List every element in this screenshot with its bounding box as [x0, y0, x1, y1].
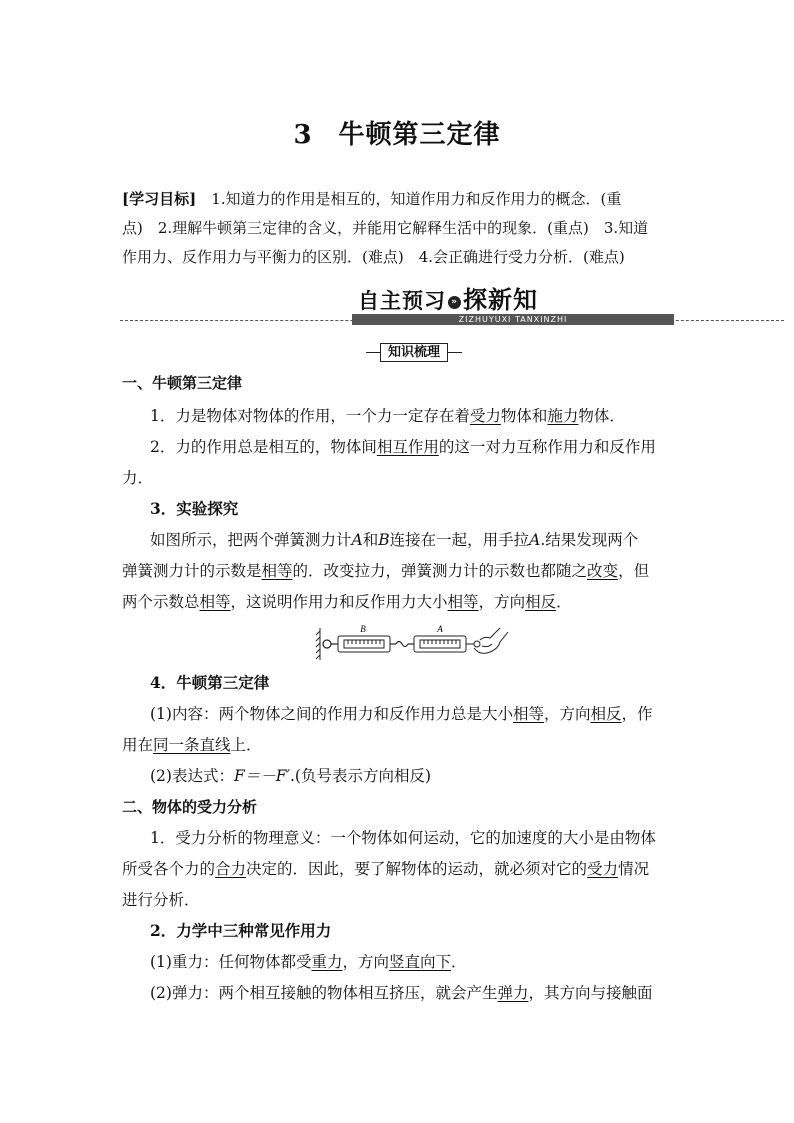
s1-p1-a: 1．力是物体对物体的作用，一个力一定存在着 [150, 407, 470, 425]
s1-p4-content1 [150, 703, 674, 725]
s1-p3-l2c: ，但 [618, 562, 650, 580]
spring-scale-b [338, 636, 390, 652]
s1-p3-line3 [122, 591, 674, 613]
s1-p3-u3: 相等 [199, 593, 231, 611]
s2-elastic [150, 982, 674, 1004]
s1-p2-u1: 相互作用 [376, 438, 439, 456]
s1-p3-var-a: A [351, 531, 363, 549]
learning-goals-line1 [122, 185, 674, 214]
s2-gu1: 重力 [311, 953, 343, 971]
s2-p1-l2c: 情况 [618, 860, 650, 878]
spring-scale-figure [314, 622, 510, 664]
page-title [0, 114, 794, 151]
s1-p4-c2a: 用在 [122, 736, 154, 754]
s2-p1-u1: 合力 [215, 860, 247, 878]
banner-title [358, 286, 554, 314]
learning-goals-text1: 1.知道力的作用是相互的，知道作用力和反作用力的概念．(重 [211, 190, 622, 208]
s2-p2-heading: 2．力学中三种常见作用力 [150, 921, 332, 940]
s1-p4-c1b: ，方向 [543, 705, 591, 723]
s1-p3-and: 和 [362, 531, 379, 549]
learning-goals-line3: 作用力、反作用力与平衡力的区别．(难点) 4.会正确进行受力分析．(难点) [122, 248, 625, 266]
wall-icon [316, 628, 320, 660]
s1-p1-u2: 施力 [547, 407, 579, 425]
s2-p1-line2 [122, 858, 674, 880]
section1-heading: 一、牛顿第三定律 [122, 374, 243, 392]
s1-p2 [150, 436, 674, 458]
learning-goals-line2: 点) 2.理解牛顿第三定律的含义，并能用它解释生活中的现象．(重点) 3.知道 [122, 219, 649, 237]
s1-p4-e2: .(负号表示方向相反) [290, 767, 432, 785]
s2-p1-u2: 受力 [587, 860, 619, 878]
s2-p1-l2b: 决定的．因此，要了解物体的运动，就必须对它的 [246, 860, 588, 878]
section2-heading: 二、物体的受力分析 [122, 798, 258, 816]
section-banner [120, 286, 784, 326]
s1-p3-l1b: 连接在一起，用手拉 [389, 531, 530, 549]
banner-arrow-icon: » [448, 296, 461, 309]
s2-p1-line1: 1．受力分析的物理意义：一个物体如何运动，它的加速度的大小是由物体 [150, 829, 656, 847]
s1-p3-l3d: ． [556, 593, 572, 611]
title-number: 3 [293, 120, 313, 150]
s1-p4-e1: (2)表达式： [150, 767, 234, 785]
connector-link-icon [390, 642, 414, 647]
s2-p1-l2a: 所受各个力的 [122, 860, 216, 878]
s1-p3-l1a: 如图所示，把两个弹簧测力计 [150, 531, 352, 549]
s1-p4-c1a: (1)内容：两个物体之间的作用力和反作用力总是大小 [150, 705, 513, 723]
s1-p3-l1c: .结果发现两个 [540, 531, 639, 549]
s1-p3-var-a2: A [529, 531, 541, 549]
s1-p4-c2b: 上． [230, 736, 262, 754]
label-b: B [360, 624, 366, 634]
s1-p3-l3a: 两个示数总 [122, 593, 200, 611]
s1-p4-u3: 同一条直线 [153, 736, 231, 754]
s2-g2: ，方向 [342, 953, 389, 971]
title-text: 牛顿第三定律 [338, 120, 501, 150]
s1-p4-c1c: ，作 [621, 705, 653, 723]
s1-p4-u2: 相反 [590, 705, 622, 723]
s1-p1 [150, 405, 674, 427]
s2-t1: (2)弹力：两个相互接触的物体相互挤压，就会产生 [150, 984, 498, 1002]
s1-p3-var-b: B [378, 531, 390, 549]
banner-left-text: 自主预习 [358, 289, 446, 313]
s1-p3-l2b: 的．改变拉力，弹簧测力计的示数也都随之 [292, 562, 588, 580]
s1-p1-c: 物体． [578, 407, 625, 425]
s1-p3-line1 [150, 529, 674, 551]
s1-p3-u1: 相等 [261, 562, 293, 580]
hook-ring-icon [323, 640, 338, 648]
s1-p4-expression [150, 765, 674, 787]
tag-label: 知识梳理 [380, 343, 448, 362]
s2-t2: ，其方向与接触面 [528, 984, 653, 1002]
s2-tu1: 弹力 [497, 984, 529, 1002]
s1-p4-u1: 相等 [512, 705, 544, 723]
s1-p2-b: 的这一对力互称作用力和反作用 [438, 438, 656, 456]
knowledge-tag [366, 343, 462, 362]
s1-p4-content2 [122, 734, 674, 756]
s1-p3-line2 [122, 560, 674, 582]
s2-gravity [150, 951, 674, 973]
spring-scale-a [414, 636, 466, 652]
s1-p3-u4: 相等 [447, 593, 479, 611]
s2-g1: (1)重力：任何物体都受 [150, 953, 312, 971]
s1-p3-heading: 3．实验探究 [150, 499, 239, 518]
s2-g3: ． [451, 953, 467, 971]
s1-p2-a: 2．力的作用总是相互的，物体间 [150, 438, 377, 456]
s2-gu2: 竖直向下 [389, 953, 452, 971]
learning-goals-label: [学习目标] [122, 190, 197, 208]
s1-p4-formula: F＝－F′ [233, 767, 290, 785]
s1-p4-heading: 4．牛顿第三定律 [150, 673, 270, 692]
s1-p3-l3b: ，这说明作用力和反作用力大小 [230, 593, 448, 611]
s2-p1-line3: 进行分析． [122, 891, 200, 909]
s1-p3-u2: 改变 [587, 562, 619, 580]
s1-p1-u1: 受力 [469, 407, 501, 425]
s1-p3-l3c: ，方向 [478, 593, 526, 611]
label-a: A [437, 624, 443, 634]
s1-p1-b: 物体和 [500, 407, 548, 425]
pulling-hand-icon [466, 628, 508, 653]
s1-p3-u5: 相反 [525, 593, 557, 611]
banner-right-text: 探新知 [463, 286, 538, 314]
banner-subtitle: ZIZHUYUXI TANXINZHI [352, 314, 674, 325]
s1-p2-cont: 力． [122, 469, 154, 487]
s1-p3-l2a: 弹簧测力计的示数是 [122, 562, 262, 580]
